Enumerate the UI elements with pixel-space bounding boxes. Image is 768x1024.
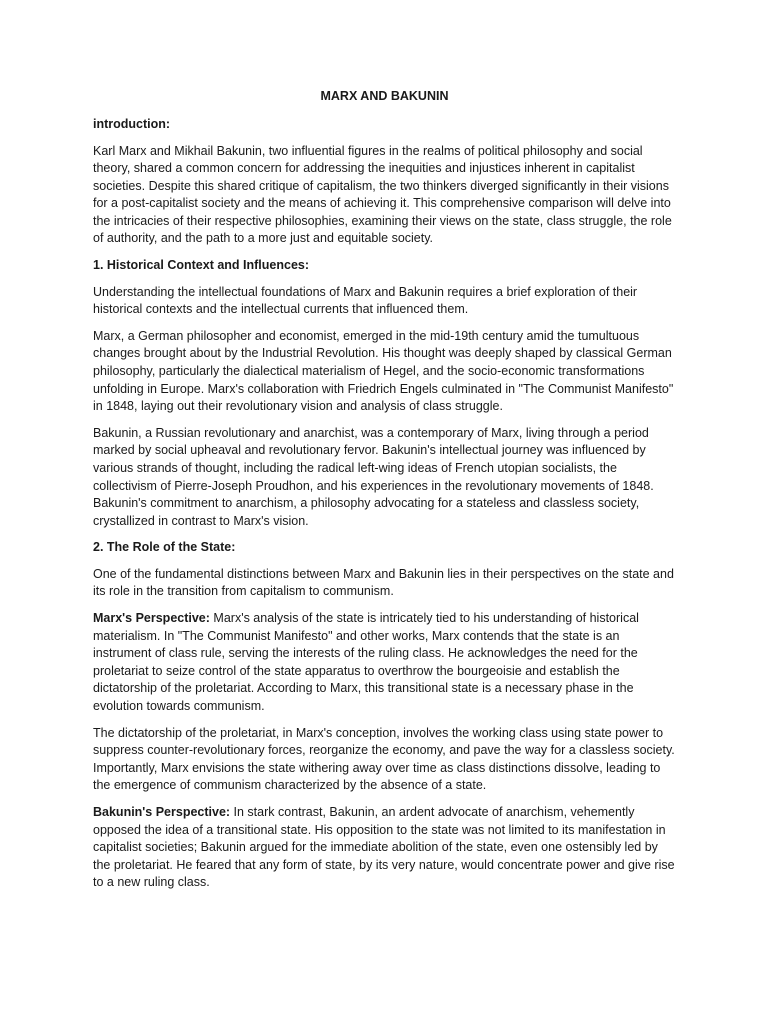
section-1-paragraph-1: Understanding the intellectual foundations of Marx and Bakunin requires a brief exploration of their historical contexts and the intellectual currents that influenced them. bbox=[93, 284, 638, 317]
bakunin-perspective-text: In stark contrast, Bakunin, an ardent advocate of anarchism, vehemently opposed the idea of a transitional state. His opposition to the state was not limited to its manifestation in capitalist societies; Bakunin argued for the immediate abolition of the state, even one ostensibly led by the proletariat. He feared that any form of state, by its very nature, would concentrate power and give rise to a new ruling class. bbox=[93, 804, 675, 890]
marx-perspective-text: Marx's analysis of the state is intricately tied to his understanding of historical materialism. In "The Communist Manifesto" and other works, Marx contends that the state is an instrument of class rule, serving the interests of the ruling class. He acknowledges the need for the proletariat to seize control of the state apparatus to overthrow the bourgeoisie and establish the dictatorship of the proletariat. According to Marx, this transitional state is a necessary phase in the evolution towards communism. bbox=[93, 610, 639, 713]
bakunin-perspective-paragraph bbox=[93, 804, 676, 892]
intro-heading: introduction: bbox=[93, 117, 171, 131]
bakunin-perspective-lead: Bakunin's Perspective: bbox=[93, 804, 231, 819]
section-2-heading: 2. The Role of the State: bbox=[93, 540, 236, 555]
intro-paragraph: Karl Marx and Mikhail Bakunin, two influential figures in the realms of political philosophy and social theory, shared a common concern for addressing the inequities and injustices inherent in capitalist societies. Despite this shared critique of capitalism, the two thinkers diverged significantly in their visions for a post-capitalist society and the means of achieving it. This comprehensive comparison will delve into the intricacies of their respective philosophies, examining their views on the state, class struggle, the role of authority, and the path to a more just and equitable society. bbox=[93, 143, 672, 246]
section-2-intro-paragraph: One of the fundamental distinctions between Marx and Bakunin lies in their perspectives on the state and its role in the transition from capitalism to communism. bbox=[93, 566, 674, 599]
marx-perspective-paragraph bbox=[93, 610, 676, 716]
section-1-paragraph-2: Marx, a German philosopher and economist, emerged in the mid-19th century amid the tumultuous changes brought about by the Industrial Revolution. His thought was deeply shaped by classical German philosophy, particularly the dialectical materialism of Hegel, and the socio-economic transformations unfolding in Europe. Marx's collaboration with Friedrich Engels culminated in "The Communist Manifesto" in 1848, laying out their revolutionary vision and analysis of class struggle. bbox=[93, 328, 674, 414]
section-1-paragraph-3: Bakunin, a Russian revolutionary and anarchist, was a contemporary of Marx, living through a period marked by social upheaval and revolutionary fervor. Bakunin's intellectual journey was influenced by various strands of thought, including the radical left-wing ideas of French utopian socialists, the collectivism of Pierre-Joseph Proudhon, and his experiences in the revolutionary movements of 1848. Bakunin's commitment to anarchism, a philosophy advocating for a stateless and classless society, crystallized in contrast to Marx's vision. bbox=[93, 425, 654, 528]
document-title: MARX AND BAKUNIN bbox=[320, 89, 449, 103]
marx-perspective-lead: Marx's Perspective: bbox=[93, 610, 210, 625]
marx-followup-paragraph: The dictatorship of the proletariat, in Marx's conception, involves the working class using state power to suppress counter-revolutionary forces, reorganize the economy, and pave the way for a classless society. Importantly, Marx envisions the state withering away over time as class distinctions dissolve, leading to the emergence of communism characterized by the absence of a state. bbox=[93, 725, 675, 793]
section-1-heading: 1. Historical Context and Influences: bbox=[93, 258, 310, 273]
